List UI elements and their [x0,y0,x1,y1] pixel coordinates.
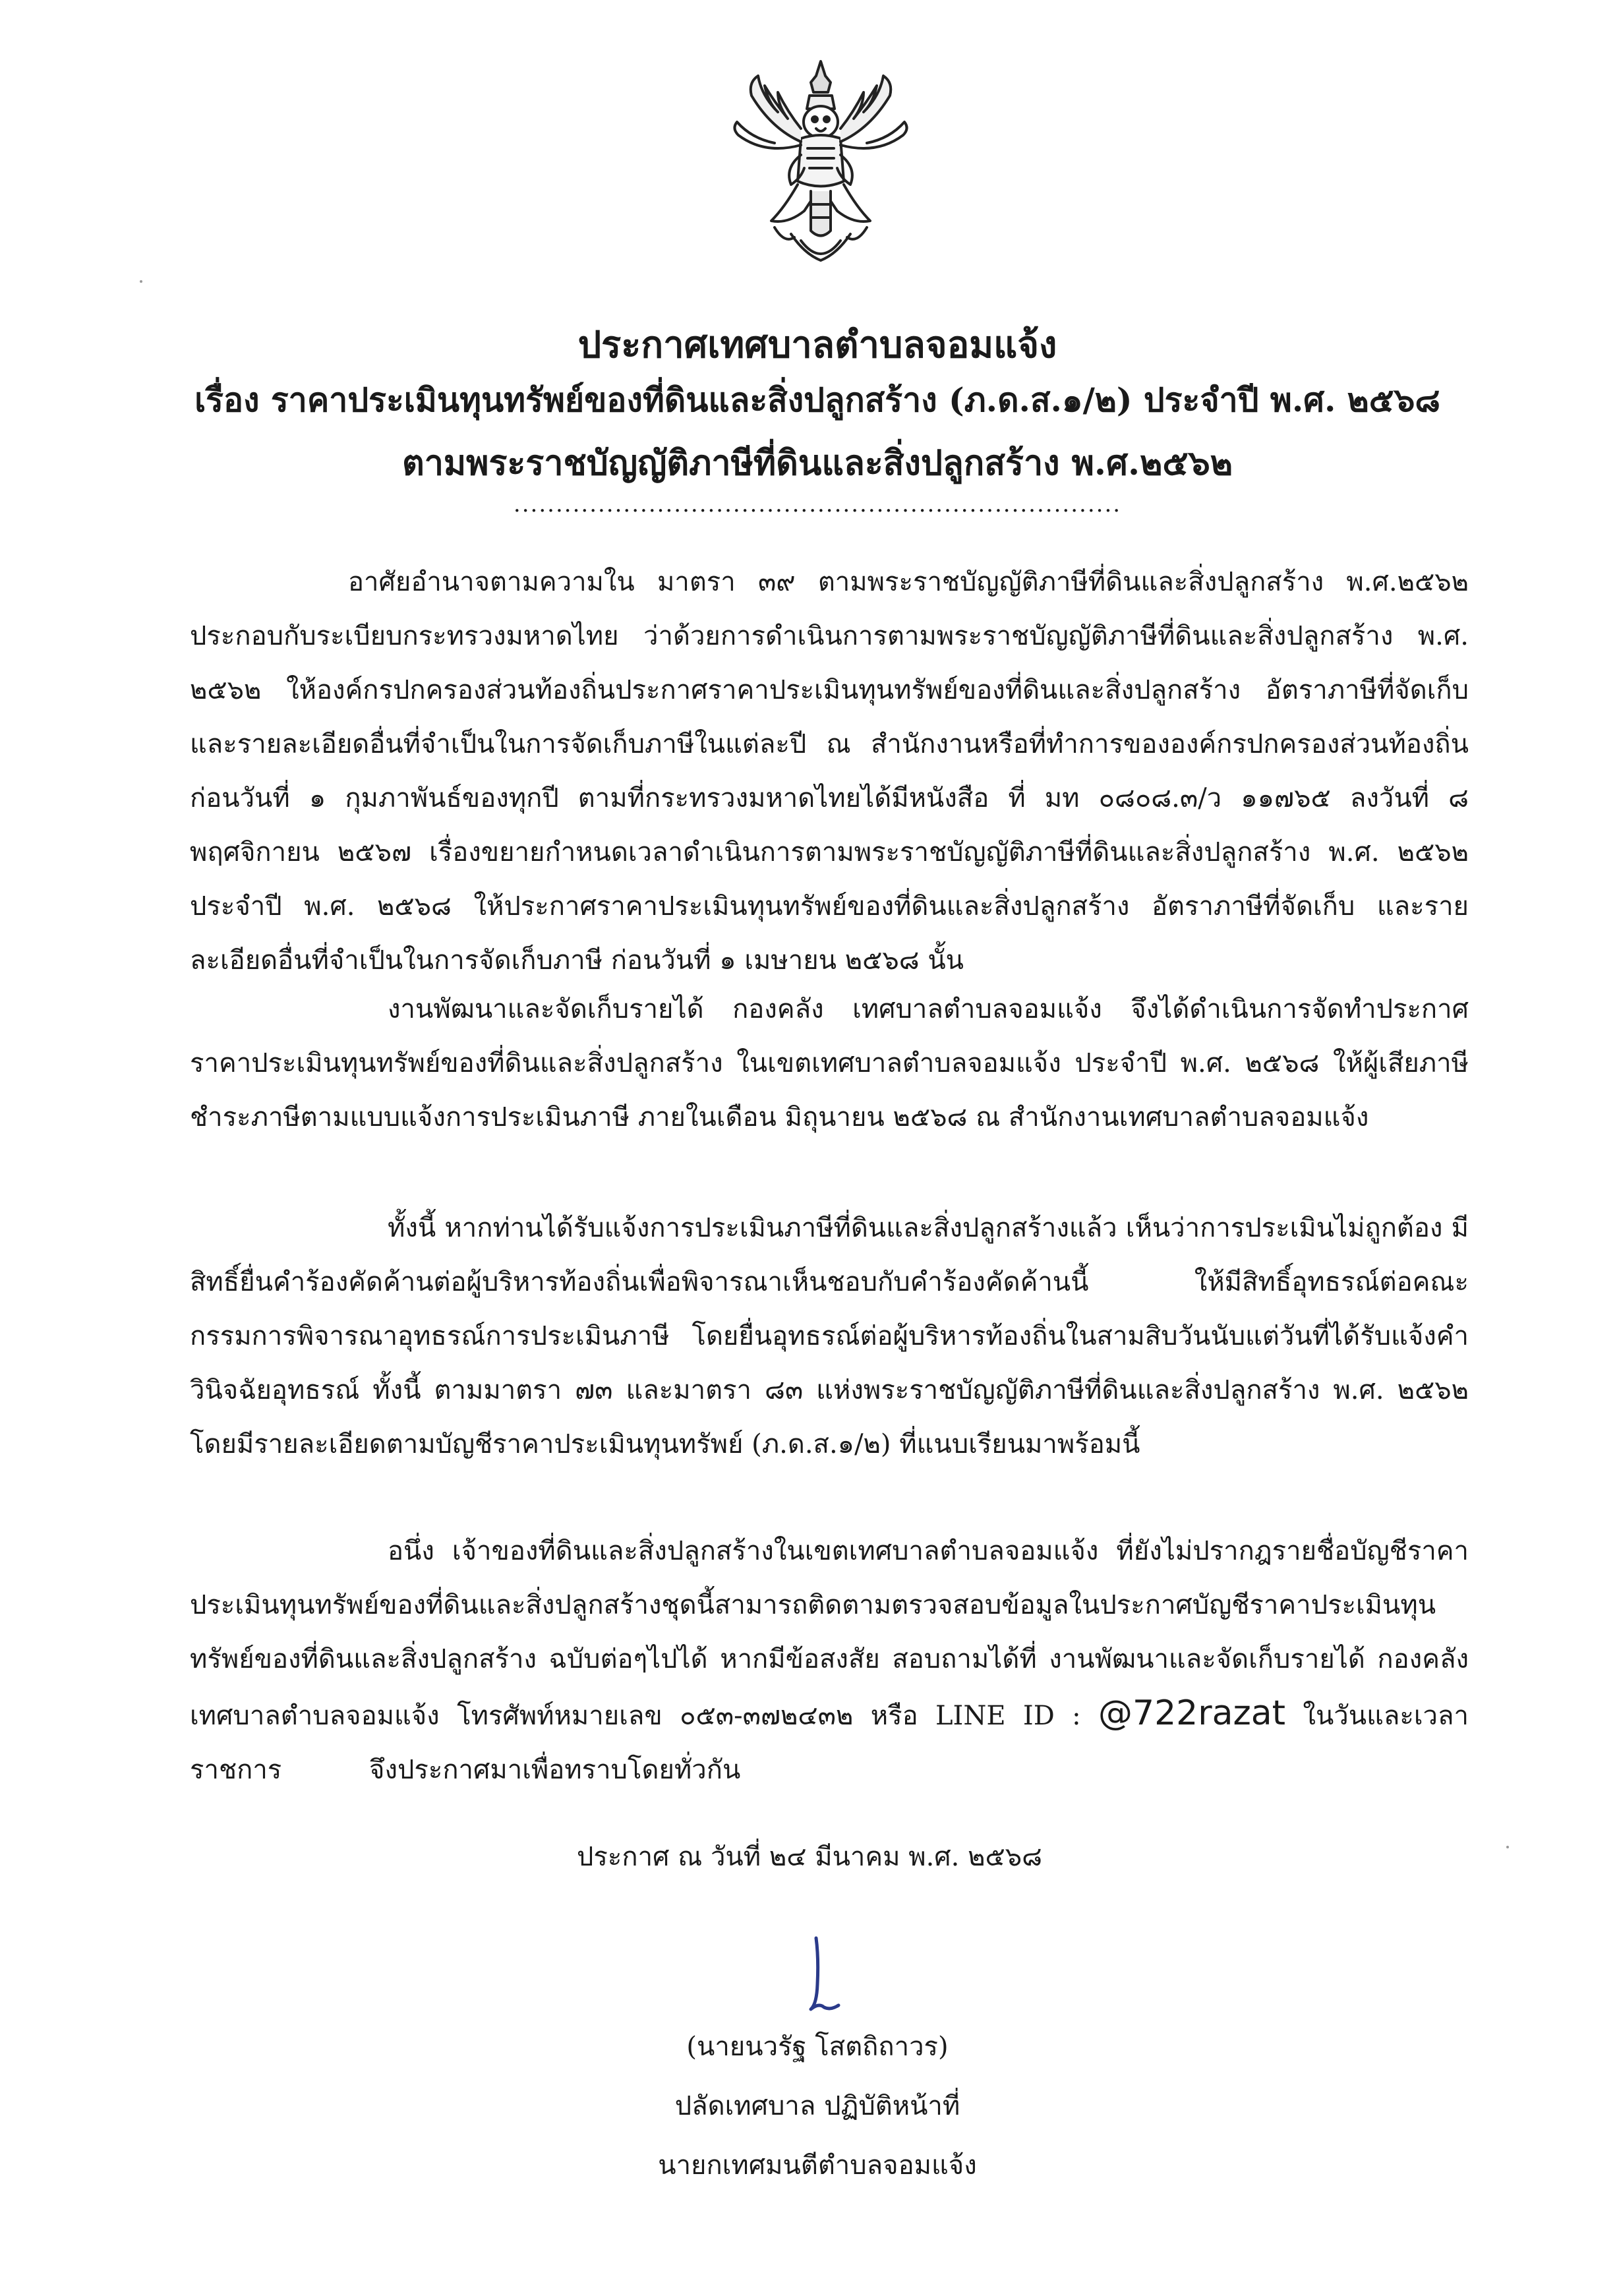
garuda-emblem-icon [712,56,929,274]
scan-speck [1506,1846,1509,1848]
announcement-act: ตามพระราชบัญญัติภาษีที่ดินและสิ่งปลูกสร้าง พ.ศ.๒๕๖๒ [401,443,1233,483]
signer-name: (นายนวรัฐ โสตถิถาวร) [686,2032,949,2062]
signer-acting-as: นายกเทศมนตีตำบลจอมแจ้ง [658,2150,977,2181]
paragraph-revenue-office: งานพัฒนาและจัดเก็บรายได้ กองคลัง เทศบาลตำบลจอมแจ้ง จึงได้ดำเนินการจัดทำประกาศราคาประเมินทุนทรัพย์ของที่ดินและสิ่งปลูกสร้าง ในเขตเทศบาลตำบลจอมแจ้ง ประจำปี พ.ศ. ๒๕๖๘ ให้ผู้เสียภาษีชำระภาษีตามแบบแจ้งการประเมินภาษี ภายในเดือน มิถุนายน ๒๕๖๘ ณ สำนักงานเทศบาลตำบลจอมแจ้ง [190,994,1469,1133]
scan-speck [140,280,142,283]
paragraph-authority: อาศัยอำนาจตามความใน มาตรา ๓๙ ตามพระราชบัญญัติภาษีที่ดินและสิ่งปลูกสร้าง พ.ศ.๒๕๖๒ ประกอบกับระเบียบกระทรวงมหาดไทย ว่าด้วยการดำเนินการตามพระราชบัญญัติภาษีที่ดินและสิ่งปลูกสร้าง พ.ศ. ๒๕๖๒ ให้องค์กรปกครองส่วนท้องถิ่นประกาศราคาประเมินทุนทรัพย์ของที่ดินและสิ่งปลูกสร้าง อัตราภาษีที่จัดเก็บ และรายละเอียดอื่นที่จำเป็นในการจัดเก็บภาษีในแต่ละปี ณ สำนักงานหรือที่ทำการขององค์กรปกครองส่วนท้องถิ่นก่อนวันที่ ๑ กุมภาพันธ์ของทุกปี ตามที่กระทรวงมหาดไทยได้มีหนังสือ ที่ มท ๐๘๐๘.๓/ว ๑๑๗๖๕ ลงวันที่ ๘ พฤศจิกายน ๒๕๖๗ เรื่องขยายกำหนดเวลาดำเนินการตามพระราชบัญญัติภาษีที่ดินและสิ่งปลูกสร้าง พ.ศ. ๒๕๖๒ ประจำปี พ.ศ. ๒๕๖๘ ให้ประกาศราคาประเมินทุนทรัพย์ของที่ดินและสิ่งปลูกสร้าง อัตราภาษีที่จัดเก็บ และรายละเอียดอื่นที่จำเป็นในการจัดเก็บภาษี ก่อนวันที่ ๑ เมษายน ๒๕๖๘ นั้น [190,567,1469,976]
header-separator: ........................................................................ [513,491,1122,517]
contact-hours: ในวันและเวลาราชการ [190,1701,1469,1785]
line-id: @722razat [1098,1693,1286,1733]
paragraph-appeal: ทั้งนี้ หากท่านได้รับแจ้งการประเมินภาษีที่ดินและสิ่งปลูกสร้างแล้ว เห็นว่าการประเมินไม่ถูกต้อง มีสิทธิ์ยื่นคำร้องคัดค้านต่อผู้บริหารท้องถิ่นเพื่อพิจารณาเห็นชอบกับคำร้องคัดค้านนี้ ให้มีสิทธิ์อุทธรณ์ต่อคณะกรรมการพิจารณาอุทธรณ์การประเมินภาษี โดยยื่นอุทธรณ์ต่อผู้บริหารท้องถิ่นในสามสิบวันนับแต่วันที่ได้รับแจ้งคำวินิจฉัยอุทธรณ์ ทั้งนี้ ตามมาตรา ๗๓ และมาตรา ๘๓ แห่งพระราชบัญญัติภาษีที่ดินและสิ่งปลูกสร้าง พ.ศ. ๒๕๖๒ โดยมีรายละเอียดตามบัญชีราคาประเมินทุนทรัพย์ (ภ.ด.ส.๑/๒) ที่แนบเรียนมาพร้อมนี้ [190,1213,1469,1459]
contact-text: อนึ่ง เจ้าของที่ดินและสิ่งปลูกสร้างในเขตเทศบาลตำบลจอมแจ้ง ที่ยังไม่ปรากฎรายชื่อบัญชีราคาประเมินทุนทรัพย์ของที่ดินและสิ่งปลูกสร้างชุดนี้สามารถติดตามตรวจสอบข้อมูลในประกาศบัญชีราคาประเมินทุนทรัพย์ของที่ดินและสิ่งปลูกสร้าง ฉบับต่อๆไปได้ หากมีข้อสงสัย สอบถามได้ที่ งานพัฒนาและจัดเก็บรายได้ กองคลัง เทศบาลตำบลจอมแจ้ง โทรศัพท์หมายเลข ๐๕๓-๓๗๒๔๓๒ หรือ LINE ID : [190,1536,1469,1731]
handwritten-signature [784,1931,850,2017]
closing-statement: จึงประกาศมาเพื่อทราบโดยทั่วกัน [369,1755,741,1785]
announcement-title: ประกาศเทศบาลตำบลจอมแจ้ง [577,323,1057,367]
announcement-subject: เรื่อง ราคาประเมินทุนทรัพย์ของที่ดินและสิ่งปลูกสร้าง (ภ.ด.ส.๑/๒) ประจำปี พ.ศ. ๒๕๖๘ [194,380,1440,419]
signer-position: ปลัดเทศบาล ปฏิบัติหน้าที่ [674,2091,960,2121]
announcement-date: ประกาศ ณ วันที่ ๒๔ มีนาคม พ.ศ. ๒๕๖๘ [576,1842,1042,1872]
